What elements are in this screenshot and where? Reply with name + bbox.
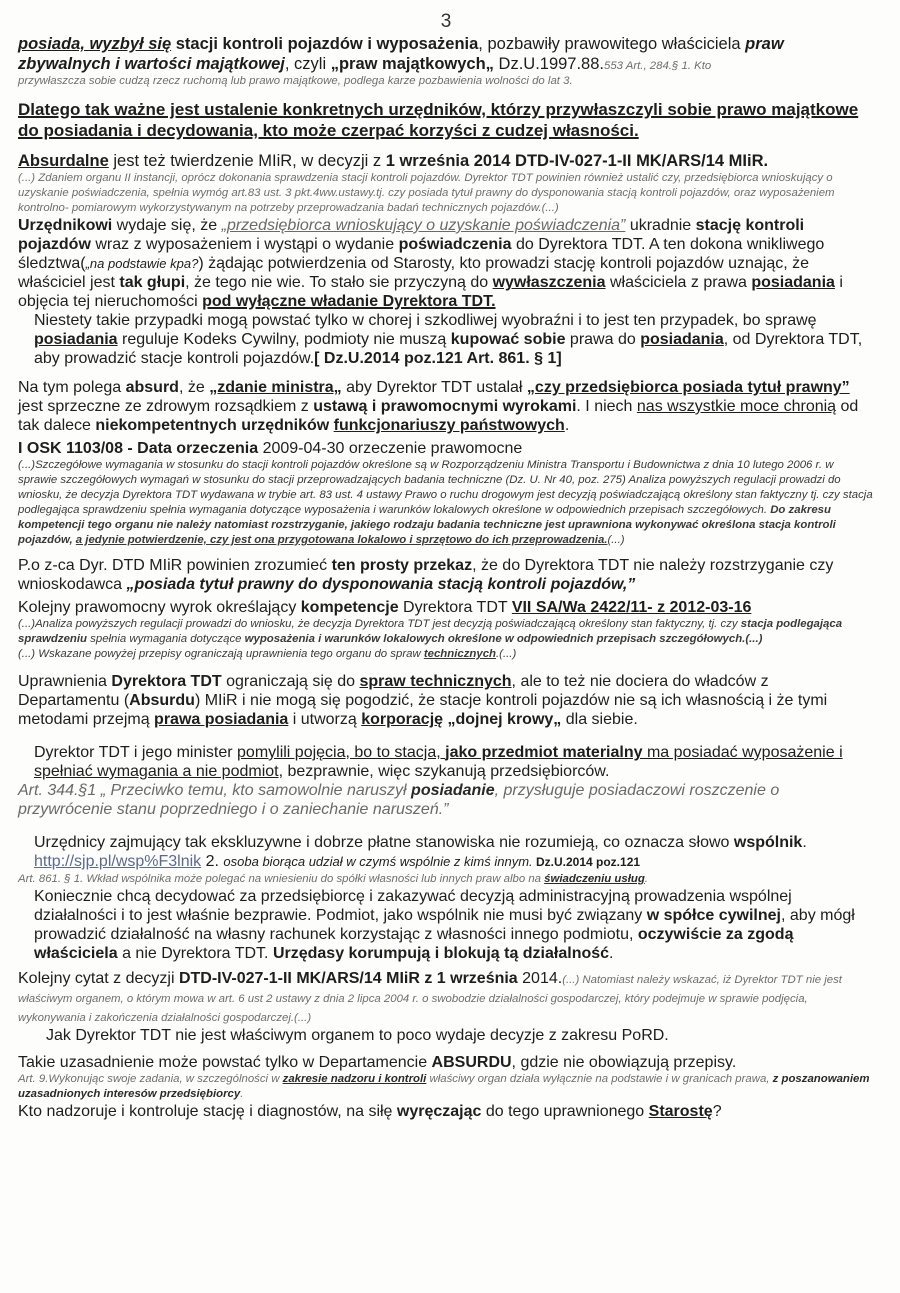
paragraph-court-ruling-sa: Kolejny prawomocny wyrok określający kompetencje Dyrektora TDT VII SA/Wa 2422/11- z 2012-03-16 (...)Analiza powyższych regulacji prowadzi do wniosku, że decyzja Dyrektora TDT jest decyzją poświadczającą określony stan faktyczny, tj. czy stacja podlegająca sprawdzeniu spełnia wymagania dotyczące wyposażenia i warunków lokalowych określone w odpowiednich przepisach szczegółowych.(...) (...) Wskazane powyżej przepisy ograniczają uprawnienia tego organu do spraw technicznych.(...) <box>18 598 874 662</box>
quote-sa-ruling: (...)Analiza powyższych regulacji prowadzi do wniosku, że decyzja Dyrektora TDT jest decyzją poświadczającą określony stan faktyczny, tj. czy stacja podlegająca sprawdzeniu spełnia wymagania dotyczące wyposażenia i warunków lokalowych określone w odpowiednich przepisach szczegółowych.(...) <box>18 618 843 645</box>
citation-art-9: Art. 9.Wykonując swoje zadania, w szczególności w zakresie nadzoru i kontroli właściwy organ działa wyłącznie na podstawie i w granicach prawa, z poszanowaniem uzasadnionych interesów przedsiębiorcy. <box>18 1073 870 1100</box>
quote-decision: (...) Zdaniem organu II instancji, oprócz dokonania sprawdzenia stacji kontroli pojazdów. Dyrektor TDT powinien również ustalić czy, przedsiębiorca wnioskujący o uzyskanie poświadczenia, spełnia wymóg art.83 ust. 3 pkt.4ww.ustawy.tj. czy posiada tytuł prawny do dysponowania stacją kontroli pojazdów, oraz wyposażeniem kontrolno- pomiarowym wykorzystywanym na potrzeby przeprowadzania badań technicznych pojazdów.(...) <box>18 172 835 214</box>
paragraph-department-absurd: Takie uzasadnienie może powstać tylko w Departamencie ABSURDU, gdzie nie obowiązują przepisy. Art. 9.Wykonując swoje zadania, w szczególności w zakresie nadzoru i kontroli właściwy organ działa wyłącznie na podstawie i w granicach prawa, z poszanowaniem uzasadnionych interesów przedsiębiorcy. Kto nadzoruje i kontroluje stację i diagnostów, na siłę wyręczając do tego uprawnionego Starostę? <box>18 1053 874 1121</box>
paragraph-ownership-loss: posiada, wyzbył się stacji kontroli pojazdów i wyposażenia, pozbawiły prawowitego właściciela praw zbywalnych i wartości majątkowej, czyli „praw majątkowych„ Dz.U.1997.88.553 Art., 284.§ 1. Kto przywłaszcza sobie cudzą rzecz ruchomą lub prawo majątkowe, podlega karze pozbawienia wolności do lat 3. <box>18 34 874 89</box>
paragraph-confused-concepts: Dyrektor TDT i jego minister pomylili pojęcia, bo to stacja, jako przedmiot materialny ma posiadać wyposażenie i spełniać wymagania a nie podmiot, bezprawnie, więc szykanują przedsiębiorców. Art. 344.§1 „ Przeciwko temu, kto samowolnie naruszył posiadanie, przysługuje posiadaczowi roszczenie o przywrócenie stanu poprzedniego i o zaniechanie naruszeń.” <box>18 743 874 819</box>
paragraph-simple-message: P.o z-ca Dyr. DTD MIiR powinien zrozumieć ten prosty przekaz, że do Dyrektora TDT nie należy rozstrzyganie czy wnioskodawca „posiada tytuł prawny do dysponowania stacją kontroli pojazdów,” <box>18 557 834 593</box>
paragraph-absurd-claim: Absurdalne jest też twierdzenie MIiR, w decyzji z 1 września 2014 DTD-IV-027-1-II MK/ARS/14 MIiR. (...) Zdaniem organu II instancji, oprócz dokonania sprawdzenia stacji kontroli pojazdów. Dyrektor TDT powinien również ustalić czy, przedsiębiorca wnioskujący o uzyskanie poświadczenia, spełnia wymóg art.83 ust. 3 pkt.4ww.ustawy.tj. czy posiada tytuł prawny do dysponowania stacją kontroli pojazdów, oraz wyposażeniem kontrolno- pomiarowym wykorzystywanym na potrzeby przeprowadzania badań technicznych pojazdów.(...) <box>18 151 874 216</box>
citation-art-861: Art. 861. § 1. Wkład wspólnika może polegać na wniesieniu do spółki własności lub innych praw albo na świadczeniu usług. <box>18 873 648 885</box>
paragraph-absurd-minister: Na tym polega absurd, że „zdanie ministra„ aby Dyrektor TDT ustalał „czy przedsiębiorca posiada tytuł prawny” jest sprzeczne ze zdrowym rozsądkiem z ustawą i prawomocnymi wyrokami. I niech nas wszystkie moce chronią od tak dalece niekompetentnych urzędników funkcjonariuszy państwowych. <box>18 379 859 434</box>
quote-osk-ruling: (...)Szczegółowe wymagania w stosunku do stacji kontroli pojazdów określone są w Rozporządzeniu Ministra Transportu i Budownictwa z dnia 10 lutego 2006 r. w sprawie szczegółowych wymagań w stosunku do stacji przeprowadzających badania techniczne (Dz. U. Nr 40, poz. 275) Analiza powyższych regulacji prowadzi do wniosku, że decyzja Dyrektora TDT wydawana w trybie art. 83 ust. 4 ustawy Prawo o ruchu drogowym jest decyzją poświadczającą określony stan faktyczny tj. czy stacja podlegająca sprawdzeniu spełnia wymagania dotyczące wyposażenia i warunków lokalowych określone w odpowiednich przepisach szczegółowych. Do zakresu kompetencji tego organu nie należy natomiast rozstrzyganie, jakiego rodzaju badania techniczne jest uprawniona wykonywać określona stacja kontroli pojazdów, a jedynie potwierdzenie, czy jest ona przygotowana lokalowo i sprzętowo do ich przeprowadzenia.(...) <box>18 459 873 546</box>
closing-question: Kto nadzoruje i kontroluje stację i diagnostów, na siłę wyręczając do tego uprawnionego Starostę? <box>18 1103 722 1120</box>
citation-art-344: Art. 344.§1 „ Przeciwko temu, kto samowolnie naruszył posiadanie, przysługuje posiadaczowi roszczenie o przywrócenie stanu poprzedniego i o zaniechanie naruszeń.” <box>18 782 780 818</box>
paragraph-lawlessness: Koniecznie chcą decydować za przedsiębiorcę i zakazywać decyzją administracyjną prowadzenia wspólnej działalności i to jest właśnie bezprawie. Podmiot, jako wspólnik nie musi być związany w spółce cywilnej, aby mógł prowadzić działalność na własny rachunek korzystając z własności innego podmiotu, oczywiście za zgodą właściciela a nie Dyrektora TDT. Urzędasy korumpują i blokują tą działalność. <box>34 888 855 962</box>
page-number: 3 <box>440 11 452 32</box>
remark-pord: Jak Dyrektor TDT nie jest właściwym organem to poco wydaje decyzje z zakresu PoRD. <box>46 1027 669 1044</box>
citation-art-284: przywłaszcza sobie cudzą rzecz ruchomą lub prawo majątkowe, podlega karze pozbawienia wolności do lat 3. <box>18 75 573 87</box>
paragraph-powers: Uprawnienia Dyrektora TDT ograniczają się do spraw technicznych, ale to też nie dociera do władców z Departamentu (Absurdu) MIiR i nie mogą się pogodzić, że stacje kontroli pojazdów nie są ich własnością i że tymi metodami przejmą prawa posiadania i utworzą korporację „dojnej krowy„ dla siebie. <box>18 673 828 728</box>
sjp-link[interactable]: http://sjp.pl/wsp%F3lnik <box>34 853 202 870</box>
paragraph-official-assumes: Urzędnikowi wydaje się, że „przedsiębiorca wnioskujący o uzyskanie poświadczenia” ukradnie stację kontroli pojazdów wraz z wyposażeniem i wystąpi o wydanie poświadczenia do Dyrektora TDT. A ten dokona wnikliwego śledztwa(„na podstawie kpa?) żądając potwierdzenia od Starosty, kto prowadzi stację kontroli pojazdów uznając, że właściciel jest tak głupi, że tego nie wie. To stało sie przyczyną do wywłaszczenia właściciela z prawa posiadania i objęcia tej nieruchomości pod wyłączne władanie Dyrektora TDT. <box>18 217 843 310</box>
quote-sa-ruling-2: (...) Wskazane powyżej przepisy ograniczają uprawnienia tego organu do spraw technicznych.(...) <box>18 648 517 660</box>
paragraph-court-ruling-osk: I OSK 1103/08 - Data orzeczenia 2009-04-30 orzeczenie prawomocne (...)Szczegółowe wymagania w stosunku do stacji kontroli pojazdów określone są w Rozporządzeniu Ministra Transportu i Budownictwa z dnia 10 lutego 2006 r. w sprawie szczegółowych wymagań w stosunku do stacji przeprowadzających badania techniczne (Dz. U. Nr 40, poz. 275) Analiza powyższych regulacji prowadzi do wniosku, że decyzja Dyrektora TDT wydawana w trybie art. 83 ust. 4 ustawy Prawo o ruchu drogowym jest decyzją poświadczającą określony stan faktyczny tj. czy stacja podlegająca sprawdzeniu spełnia wymagania dotyczące wyposażenia i warunków lokalowych określone w odpowiednich przepisach szczegółowych. Do zakresu kompetencji tego organu nie należy natomiast rozstrzyganie, jakiego rodzaju badania techniczne jest uprawniona wykonywać określona stacja kontroli pojazdów, a jedynie potwierdzenie, czy jest ona przygotowana lokalowo i sprzętowo do ich przeprowadzenia.(...) <box>18 440 873 546</box>
heading-officials: Dlatego tak ważne jest ustalenie konkretnych urzędników, którzy przywłaszczyli sobie prawo majątkowe do posiadania i decydowania, kto może czerpać korzyści z cudzej własności. <box>18 100 859 140</box>
paragraph-another-quote: Kolejny cytat z decyzji DTD-IV-027-1-II MK/ARS/14 MIiR z 1 września 2014.(...) Natomiast należy wskazać, iż Dyrektor TDT nie jest właściwym organem, o którym mowa w art. 6 ust 2 ustawy z dnia 2 lipca 2004 r. o swobodzie działalności gospodarczej, który podejmuje w sprawie podjęcia, wykonywania i zakończenia działalności gospodarczej.(...) Jak Dyrektor TDT nie jest właściwym organem to poco wydaje decyzje z zakresu PoRD. <box>18 969 874 1045</box>
paragraph-partner: Urzędnicy zajmujący tak ekskluzywne i dobrze płatne stanowiska nie rozumieją, co oznacza słowo wspólnik. http://sjp.pl/wsp%F3lnik 2. osoba biorąca udział w czymś wspólnie z kimś innym. Dz.U.2014 poz.121 Art. 861. § 1. Wkład wspólnika może polegać na wniesieniu do spółki własności lub innych praw albo na świadczeniu usług. <box>18 833 874 887</box>
text-posiada: posiada, wyzbył się <box>18 35 172 53</box>
paragraph-civil-code: Niestety takie przypadki mogą powstać tylko w chorej i szkodliwej wyobraźni i to jest ten przypadek, bo sprawę posiadania reguluje Kodeks Cywilny, podmioty nie muszą kupować sobie prawa do posiadania, od Dyrektora TDT, aby prowadzić stacje kontroli pojazdów.[ Dz.U.2014 poz.121 Art. 861. § 1] <box>34 312 863 367</box>
